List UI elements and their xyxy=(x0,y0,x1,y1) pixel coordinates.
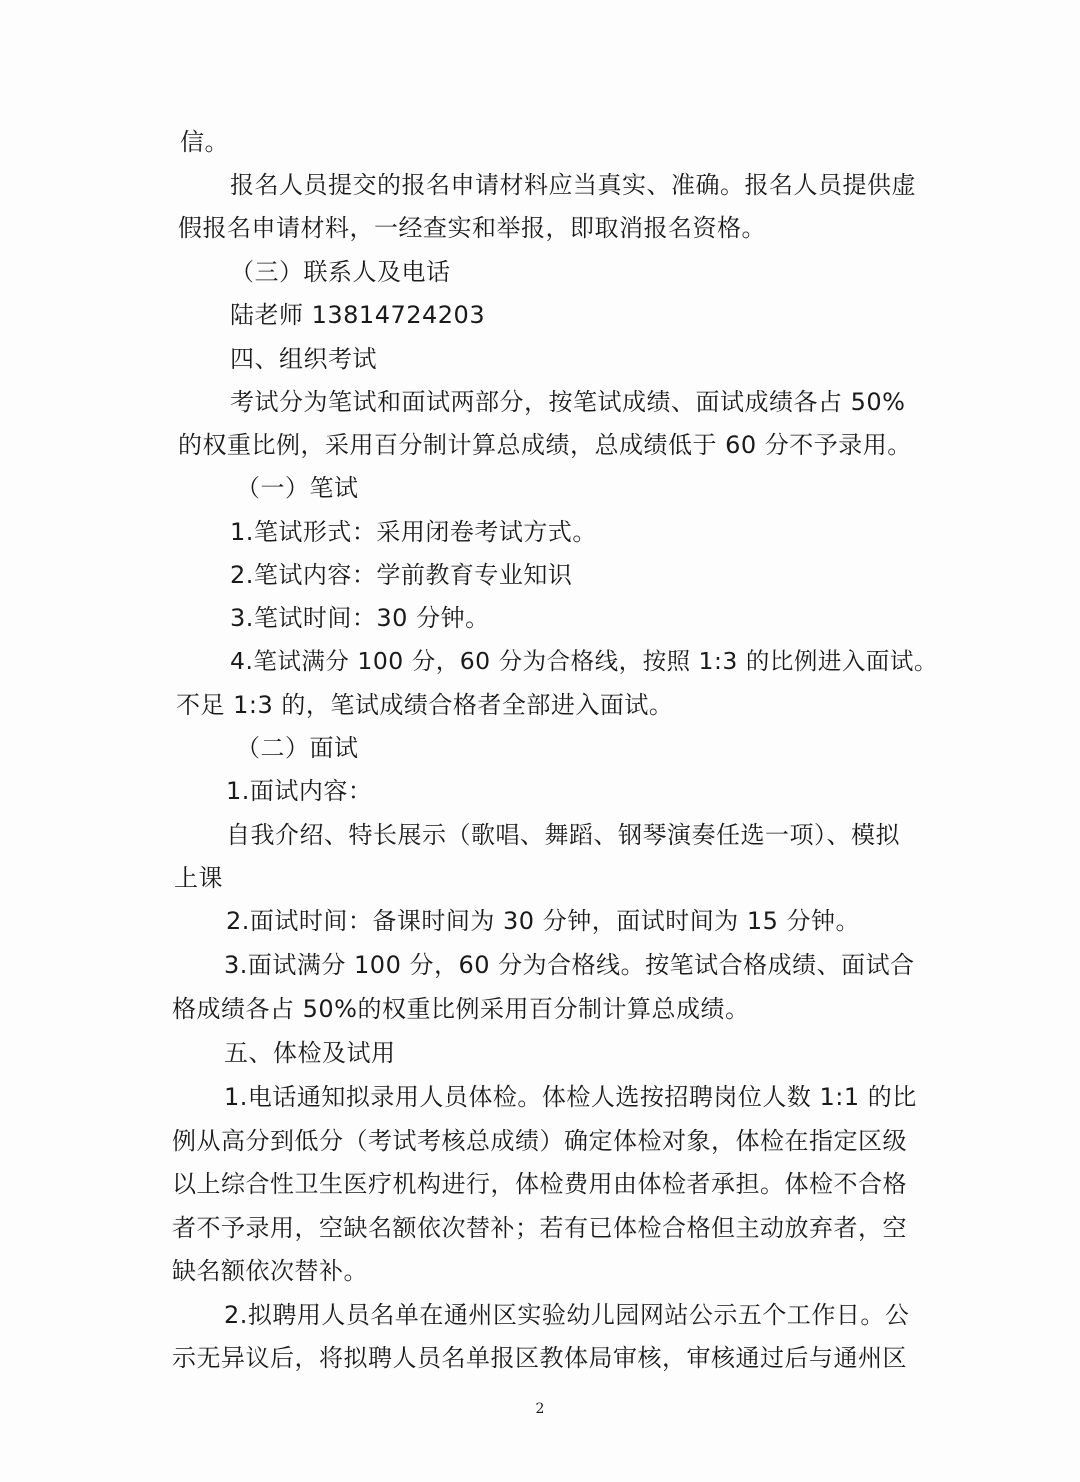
text-line: 3.笔试时间：30 分钟。 xyxy=(230,604,490,632)
section-heading: 四、组织考试 xyxy=(230,345,377,373)
text-line: 2.笔试内容：学前教育专业知识 xyxy=(230,561,573,589)
page-number: 2 xyxy=(535,1401,545,1417)
text-line: 缺名额依次替补。 xyxy=(172,1257,368,1285)
text-line: 不足 1:3 的，笔试成绩合格者全部进入面试。 xyxy=(176,691,674,719)
section-heading: （二）面试 xyxy=(236,734,359,762)
text-line: 自我介绍、特长展示（歌唱、舞蹈、钢琴演奏任选一项）、模拟 xyxy=(226,821,900,849)
text-line: 上课 xyxy=(174,864,223,892)
text-line: 信。 xyxy=(180,128,229,156)
text-line: 假报名申请材料，一经查实和举报，即取消报名资格。 xyxy=(178,214,766,242)
text-line: 报名人员提交的报名申请材料应当真实、准确。报名人员提供虚 xyxy=(230,171,916,199)
text-line: 者不予录用，空缺名额依次替补；若有已体检合格但主动放弃者，空 xyxy=(172,1214,907,1242)
contact-line: 陆老师 13814724203 xyxy=(230,301,486,329)
text-line: 考试分为笔试和面试两部分，按笔试成绩、面试成绩各占 50% xyxy=(230,388,906,416)
text-line: 1.面试内容： xyxy=(226,777,373,805)
text-line: 格成绩各占 50%的权重比例采用百分制计算总成绩。 xyxy=(172,995,750,1023)
text-line: 1.笔试形式：采用闭卷考试方式。 xyxy=(230,518,597,546)
section-heading: 五、体检及试用 xyxy=(224,1039,396,1067)
text-line: 2.面试时间：备课时间为 30 分钟，面试时间为 15 分钟。 xyxy=(226,907,860,935)
text-line: 1.电话通知拟录用人员体检。体检人选按招聘岗位人数 1:1 的比 xyxy=(224,1083,917,1111)
text-line: 的权重比例，采用百分制计算总成绩，总成绩低于 60 分不予录用。 xyxy=(178,431,912,459)
text-line: 例从高分到低分（考试考核总成绩）确定体检对象，体检在指定区级 xyxy=(172,1127,907,1155)
text-line: 以上综合性卫生医疗机构进行，体检费用由体检者承担。体检不合格 xyxy=(172,1170,907,1198)
text-line: 3.面试满分 100 分，60 分为合格线。按笔试合格成绩、面试合 xyxy=(224,951,915,979)
text-line: 示无异议后，将拟聘人员名单报区教体局审核，审核通过后与通州区 xyxy=(172,1344,907,1372)
text-line: 2.拟聘用人员名单在通州区实验幼儿园网站公示五个工作日。公 xyxy=(224,1301,910,1329)
section-heading: （三）联系人及电话 xyxy=(230,258,451,286)
section-heading: （一）笔试 xyxy=(236,474,359,502)
text-line: 4.笔试满分 100 分，60 分为合格线，按照 1:3 的比例进入面试。 xyxy=(230,647,938,675)
